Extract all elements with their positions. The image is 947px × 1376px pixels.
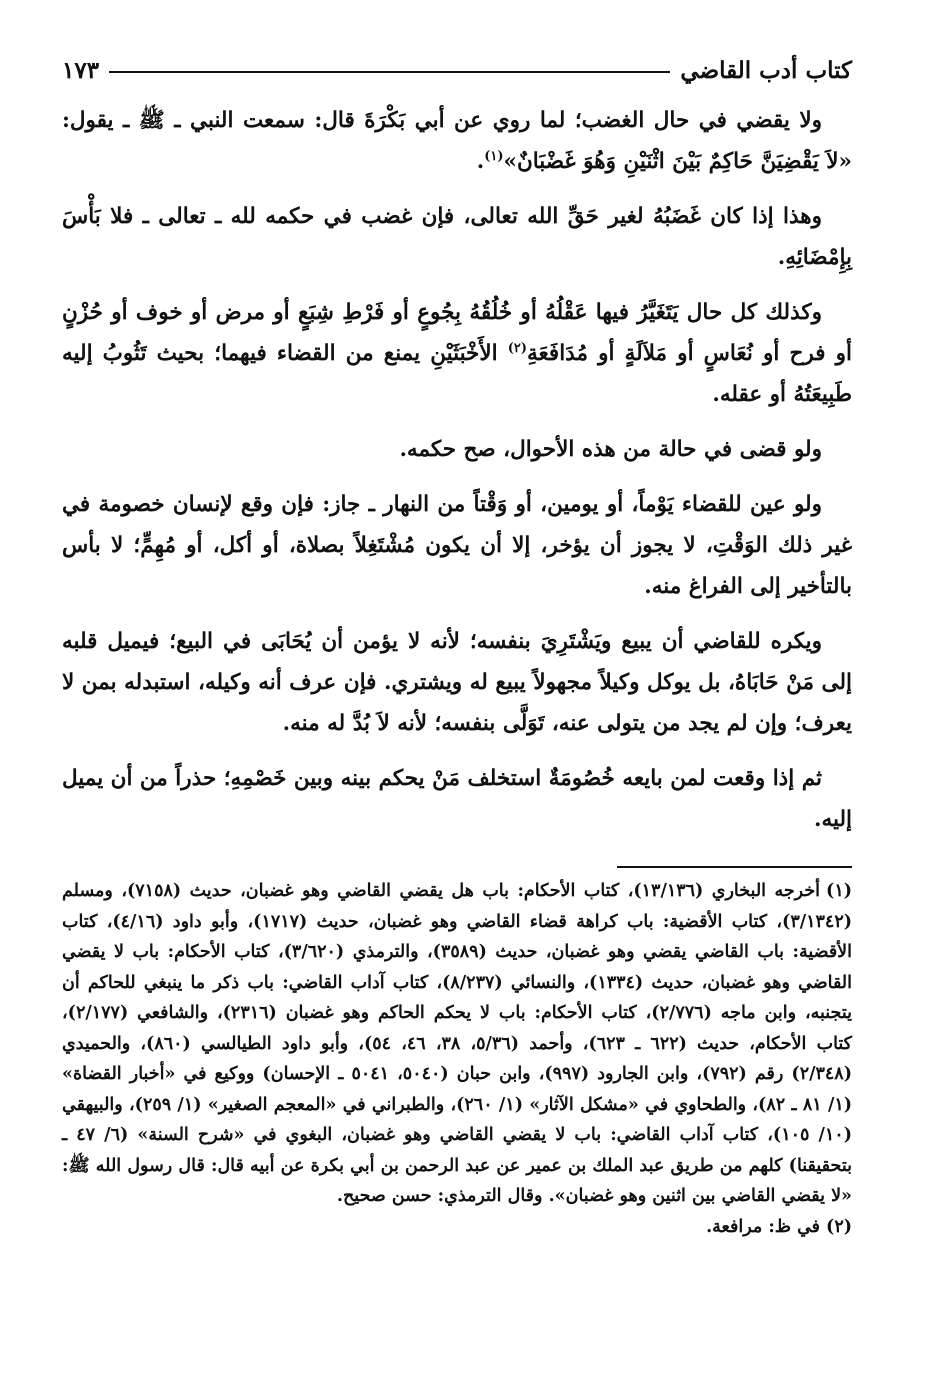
paragraph: وكذلك كل حال يَتَغَيَّرُ فيها عَقْلُهُ أو خُلُقُهُ بِجُوعٍ أو فَرْطِ شِبَعٍ أو مرض أو خوف أو حُزْنٍ أو فرح أو نُعَاسٍ أو مَلاَلَةٍ أو مُدَافَعَةِ$^{(٢)}$ الأَخْبَثَيْنِ يمنع من القضاء فيهما؛ بحيث تَثُوبُ إليه طَبِيعَتُهُ أو عقله. xyxy=(62,300,852,407)
page-number: ١٧٣ xyxy=(62,56,100,84)
paragraph: ثم إذا وقعت لمن بايعه خُصُومَةٌ استخلف مَنْ يحكم بينه وبين خَصْمِهِ؛ حذراً من أن يميل إليه. xyxy=(62,766,852,832)
paragraph: ولا يقضي في حال الغضب؛ لما روي عن أبي بَكْرَةَ قال: سمعت النبي ـ ﷺ ـ يقول: «لاَ يَقْضِيَنَّ حَاكِمٌ بَيْنَ اثْنَيْنِ وَهُوَ غَضْبَانٌ»$^{(١)}$. xyxy=(62,108,852,174)
paragraph: ويكره للقاضي أن يبيع ويَشْتَرِيَ بنفسه؛ لأنه لا يؤمن أن يُحَابَى في البيع؛ فيميل قلبه إلى مَنْ حَابَاهُ، بل يوكل وكيلاً مجهولاً يبيع له ويشتري. فإن عرف أنه وكيله، استبدله بمن لا يعرف؛ وإن لم يجد من يتولى عنه، تَوَلَّى بنفسه؛ لأنه لاَ بُدَّ له منه. xyxy=(62,629,852,736)
header-rule xyxy=(109,71,670,73)
footnote-ref[interactable]: (٢) xyxy=(507,340,528,356)
page-header xyxy=(62,50,852,90)
footnote xyxy=(62,876,852,1212)
paragraph: وهذا إذا كان غَضَبُهُ لغير حَقِّ الله تعالى، فإن غضب في حكمه لله ـ تعالى ـ فلا بَأْسَ بِإِمْضَائِهِ. xyxy=(62,204,852,270)
footnote-number: (٢) xyxy=(826,1216,852,1237)
running-title: كتاب أدب القاضي xyxy=(680,56,852,84)
footnote-text: في ظ: مرافعة. xyxy=(706,1216,821,1237)
paragraph: ولو قضى في حالة من هذه الأحوال، صح حكمه. xyxy=(399,437,822,462)
footnote-ref[interactable]: (١) xyxy=(484,148,504,164)
footnote xyxy=(62,1212,852,1243)
main-text xyxy=(62,100,852,840)
book-page xyxy=(62,50,852,1360)
paragraph: ولو عين للقضاء يَوْماً، أو يومين، أو وَقْتاً من النهار ـ جاز: فإن وقع لإنسان خصومة في غير ذلك الوَقْتِ، لا يجوز أن يؤخر، إلا أن يكون مُشْتَغِلاً بصلاة، أو أكل، أو مُهِمٍّ؛ لا بأس بالتأخير إلى الفراغ منه. xyxy=(62,492,852,599)
footnotes xyxy=(62,876,852,1242)
footnote-separator xyxy=(617,866,852,868)
footnote-text: أخرجه البخاري (١٣/١٣٦)، كتاب الأحكام: باب هل يقضي القاضي وهو غضبان، حديث (٧١٥٨)، ومسلم (٣/١٣٤٢)، كتاب الأقضية: باب كراهة قضاء القاضي وهو غضبان، حديث (١٧١٧)، وأبو داود (٤/١٦)، كتاب الأقضية: باب القاضي يقضي وهو غضبان، حديث (٣٥٨٩)، والترمذي (٣/٦٢٠)، كتاب الأحكام: باب لا يقضي القاضي وهو غضبان، حديث (١٣٣٤)، والنسائي (٨/٢٣٧)، كتاب آداب القاضي: باب ذكر ما ينبغي للحاكم أن يتجنبه، وابن ماجه (٢/٧٧٦)، كتاب الأحكام: باب لا يحكم الحاكم وهو غضبان (٢٣١٦)، والشافعي (٢/١٧٧)، كتاب الأحكام، حديث (٦٢٢ ـ ٦٢٣)، وأحمد (٥/٣٦، ٣٨، ٤٦، ٥٤)، وأبو داود الطيالسي (٨٦٠)، والحميدي (٢/٣٤٨) رقم (٧٩٢)، وابن الجارود (٩٩٧)، وابن حبان (٥٠٤٠، ٥٠٤١ ـ الإحسان) ووكيع في «أخبار القضاة» (١/ ٨١ ـ ٨٢)، والطحاوي في «مشكل الآثار» (١/ ٢٦٠)، والطبراني في «المعجم الصغير» (١/ ٢٥٩)، والبيهقي (١٠/ ١٠٥)، كتاب آداب القاضي: باب لا يقضي القاضي وهو غضبان، البغوي في «شرح السنة» (٦/ ٤٧ ـ بتحقيقنا) كلهم من طريق عبد الملك بن عمير عن عبد الرحمن بن أبي بكرة عن أبيه قال: قال رسول الله ﷺ: «لا يقضي القاضي بين اثنين وهو غضبان». وقال الترمذي: حسن صحيح. xyxy=(62,881,853,1206)
footnote-number: (١) xyxy=(826,881,852,901)
